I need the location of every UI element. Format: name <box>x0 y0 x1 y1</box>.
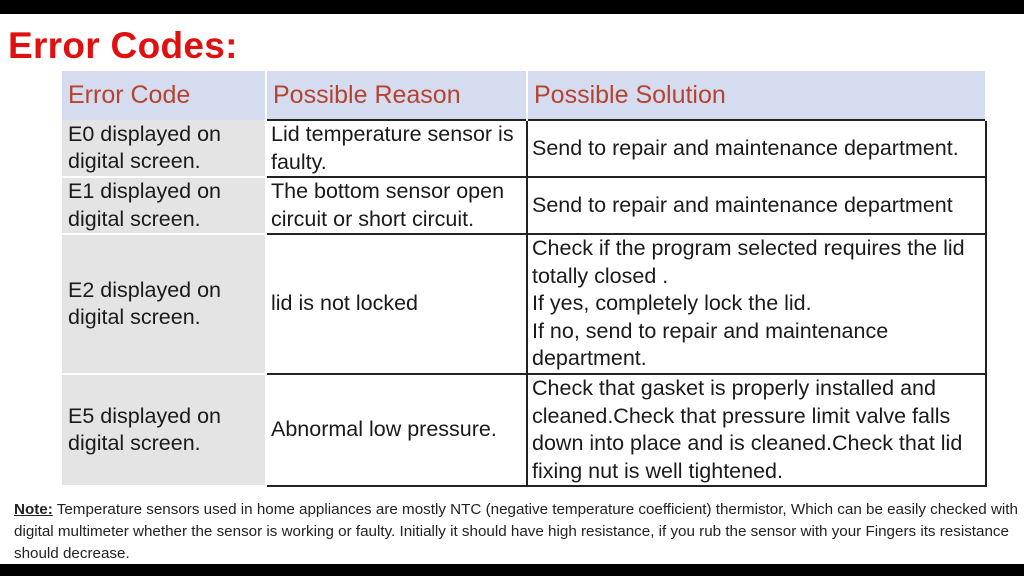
slide <box>0 14 1024 564</box>
reason-cell: lid is not locked <box>266 234 527 374</box>
error-code-cell: E5 displayed on digital screen. <box>62 374 266 486</box>
page-title: Error Codes: <box>8 25 238 66</box>
table-row <box>62 177 986 234</box>
note-label: Note: <box>14 501 53 518</box>
solution-cell <box>527 234 986 374</box>
solution-line: Check if the program selected requires the lid totally closed . <box>532 236 965 288</box>
table-row <box>62 374 986 486</box>
header-possible-solution: Possible Solution <box>527 71 986 120</box>
table-row <box>62 234 986 374</box>
table-row <box>62 120 986 177</box>
error-code-cell: E2 displayed on digital screen. <box>62 234 266 374</box>
note-paragraph <box>14 499 1018 564</box>
solution-cell: Check that gasket is properly installed and cleaned.Check that pressure limit valve falls down into place and is cleaned.Check that lid fixing nut is well tightened. <box>527 374 986 486</box>
table-header-row <box>62 71 986 120</box>
reason-cell: The bottom sensor open circuit or short circuit. <box>266 177 527 234</box>
reason-cell: Lid temperature sensor is faulty. <box>266 120 527 177</box>
error-codes-table <box>62 71 987 487</box>
header-possible-reason: Possible Reason <box>266 71 527 120</box>
solution-cell: Send to repair and maintenance department <box>527 177 986 234</box>
solution-cell: Send to repair and maintenance department. <box>527 120 986 177</box>
error-code-cell: E0 displayed on digital screen. <box>62 120 266 177</box>
header-error-code: Error Code <box>62 71 266 120</box>
solution-line: If yes, completely lock the lid. <box>532 291 812 316</box>
solution-line: If no, send to repair and maintenance department. <box>532 318 889 371</box>
note-text: Temperature sensors used in home appliances are mostly NTC (negative temperature coefficient) thermistor, Which can be easily checked with digital multimeter whether the sensor is working or faulty. Initially it should have high resistance, if you rub the sensor with your Fingers its resistance should decrease. <box>14 501 1018 562</box>
error-code-cell: E1 displayed on digital screen. <box>62 177 266 234</box>
reason-cell: Abnormal low pressure. <box>266 374 527 486</box>
